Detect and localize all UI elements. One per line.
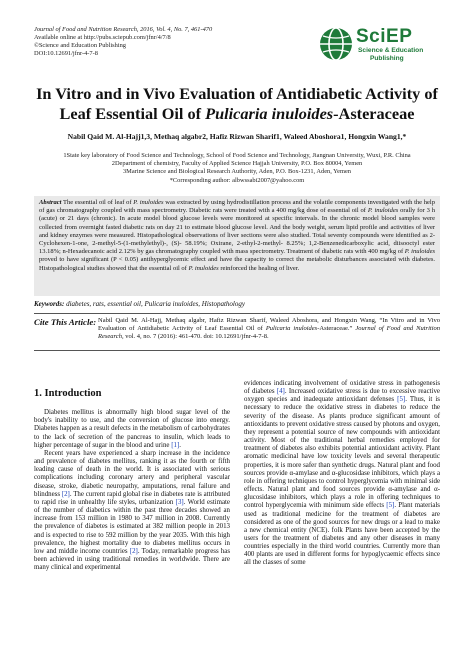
cite-species: Pulicaria inuloides xyxy=(265,325,318,333)
cite-part: -Asteraceae.” xyxy=(317,325,356,333)
body-text: . The current rapid global rise in diabetes rate is attributed to rapid rise in unhealthy life styles, urbanization xyxy=(34,490,230,506)
abstract-label: Abstract xyxy=(39,199,62,206)
citation-link[interactable]: [4] xyxy=(276,388,285,396)
abstract-text: The essential oil of leaf of xyxy=(63,199,134,206)
paper-title xyxy=(20,84,454,124)
body-text: . Plant materials used as traditional medicine for the treatment of diabetes are considered as one of the good sources for new drugs or a lead to make a new chemical entity (NCE). folk Plants have been accepted by the users for the treatment of diabetes and any other diseases in many countries especially in the third world countries. Currently more than 400 plants are used in different forms for hypoglycaemic effects since all the classes of some xyxy=(244,502,440,567)
divider xyxy=(34,313,440,314)
abstract-text: proved to have significant (P < 0.05) antihyperglycemic effect and have the capacity to correct the metabolic disturbances associated with diabetes. Histopathological studies showed that the essential oil of xyxy=(39,256,435,272)
cite-label: Cite This Article: xyxy=(34,317,97,327)
abstract-species: P. inuloides xyxy=(188,264,219,272)
globe-icon xyxy=(318,26,354,62)
abstract-box xyxy=(34,196,440,296)
keywords-text: diabetes, rats, essential oil, Pulicaria inuloides, Histopathology xyxy=(64,300,245,308)
citation-link[interactable]: [5] xyxy=(386,502,395,510)
abstract-species: P. inuloides xyxy=(133,199,164,206)
left-column xyxy=(34,382,230,572)
body-text: Recent years have experienced a sharp increase in the incidence and prevalence of diabetes mellitus, ranking it as the fourth or fifth leading cause of death in the world. It is associated with serious complications including coronary artery and peripheral vascular disease, stroke, diabetic neuropathy, amputations, renal failure and blindness xyxy=(34,449,230,498)
corresponding-author[interactable]: *Corresponding author: albwssabi2007@yahoo.com xyxy=(169,176,305,184)
logo-wordmark: SciEP xyxy=(356,26,413,47)
title-species: Pulicaria inuloides xyxy=(205,104,334,123)
citation-link[interactable]: [2] xyxy=(129,547,138,555)
citation-link[interactable]: [2] xyxy=(61,490,70,498)
body-text: . Thus, it is necessary to reduce the oxidative stress in diabetes to reduce the severity of the disease. As plants produce significant amount of antioxidants to prevent oxidative stress caused by photons and oxygen, they represent a potential source of new compounds with antioxidant activity. Most of the traditional herbal remedies employed for treatment of diabetes also exhibits potential antioxidant activity. Plant aromatic medicinal have low toxicity levels and several therapeutic properties, it is more safer than synthetic drugs. Natural plant and food sources provide α-amylase and α-glucosidase inhibitors, which plays a role in offering techniques to control hyperglycemia with minimal side effects. Natural plant and food sources provide α-amylase and α-glucosidase inhibitors, which plays a role in offering techniques to control hyperglycemia with minimum side effects xyxy=(244,396,440,510)
section-heading-introduction: 1. Introduction xyxy=(34,388,102,399)
body-paragraph xyxy=(34,450,230,572)
abstract-text: reinforced the healing of liver. xyxy=(218,264,300,272)
affiliation-3: 3Marine Science and Biological Research Authority, Aden, P.O. Box-1231, Aden, Yemen xyxy=(122,168,351,176)
right-column xyxy=(244,380,440,568)
divider xyxy=(34,350,440,351)
citation-link[interactable]: [3] xyxy=(175,498,184,506)
availability-line[interactable]: Available online at http://pubs.sciepub.com/jfnr/4/7/8 xyxy=(34,34,171,41)
cite-journal: Journal of Food and Nutrition Research xyxy=(98,325,441,341)
logo-subtitle-2: Publishing xyxy=(370,55,404,62)
publisher-logo xyxy=(318,24,440,66)
abstract-text: orally for 3 h (acute) or 21 days (chronic). In acute model blood glucose levels were monitored at specific intervals. In the chronic model blood samples were collected from overnight fasted diabetic rats on day 21 to estimate blood glucose level. And the body weight, serum lipid profile and activities of liver and kidney enzymes were measured. Histopathological observations of liver sections were also studied. Total seventy compounds were identified as 2-Cyclohexen-1-one, 2-methyl-5-(1-methylethyl)-, (S)- 58.19%; Oxirane, 2-ethyl-2-methyl- 8.25%; 1,2-Benzenedicarboxylic acid, diisooctyl ester 13.18%; n-Hexadecanoic acid 2.12% by gas chromatography coupled with mass spectrometry. Treatment of diabetic rats with 400 mg/kg of xyxy=(39,207,435,256)
citation-link[interactable]: [5] xyxy=(397,396,406,404)
cite-text xyxy=(98,317,440,342)
body-text: . Increased oxidative stress is due to excessive reactive oxygen species and inadequate antioxidant defenses xyxy=(244,388,440,404)
cite-part: Nabil Qaid M. Al-Hajj, Methaq algabr, Hafiz Rizwan Sharif, Waleed Aboshora, and Hongxin Wang, “In Vitro and in Vivo Evaluation of Antidiabetic Activity of Leaf Essential Oil of xyxy=(98,317,440,333)
body-paragraph xyxy=(244,380,440,568)
journal-citation: Journal of Food and Nutrition Research, 2016, Vol. 4, No. 7, 461-470 xyxy=(34,26,213,33)
body-paragraph xyxy=(34,409,230,450)
journal-header xyxy=(34,26,212,58)
copyright-line: ©Science and Education Publishing xyxy=(34,42,126,49)
logo-subtitle-1: Science & Education xyxy=(358,47,424,54)
abstract-species: P. inuloides xyxy=(367,207,399,215)
title-part-2: -Asteraceae xyxy=(333,104,415,123)
body-text: Diabetes mellitus is abnormally high blood sugar level of the body's inability to use, and the conversion of glucose into energy. Diabetes happen as a result defects in the metabolism of carbohydrates to the lack of secretion of the pancreas to insulin, which leads to higher percentage of sugar in the blood and urine xyxy=(34,409,230,449)
affiliations xyxy=(20,152,454,185)
affiliation-1: 1State key laboratory of Food Science and Technology, School of Food Science and Technology, Jiangnan University, Wuxi, P.R. China xyxy=(63,152,411,159)
affiliation-2: 2Department of chemistry, Faculty of Applied Science Hajjah University, P.O. Box 80004, Yemen xyxy=(111,160,363,168)
body-text: evidences indicating involvement of oxidative stress in pathogenesis of diabetes xyxy=(244,380,440,396)
cite-part[interactable]: , vol. 4, no. 7 (2016): 461-470. doi: 10.12691/jfnr-4-7-8. xyxy=(121,333,269,341)
citation-link[interactable]: [1] xyxy=(171,441,180,449)
author-list: Nabil Qaid M. Al-Hajj1,3, Methaq algabr2, Hafiz Rizwan Sharif1, Waleed Aboshora1, Hongxin Wang1,* xyxy=(67,132,407,141)
title-part-1: In Vitro and in Vivo Evaluation of Antidiabetic Activity of Leaf Essential Oil of xyxy=(36,84,438,123)
body-text: . World estimate of the number of diabetics within the past three decades showed an increase from 153 million in 1980 to 347 million in 2008. Currently the prevalence of diabetes is estimated at 382 million people in 2013 and is expected to rise to 592 million by the year 2035. With this high prevalence, the highest mortality due to diabetes mellitus occurs in low and middle income countries xyxy=(34,498,230,555)
keywords-label: Keywords: xyxy=(34,300,65,308)
keywords-line xyxy=(34,300,440,308)
abstract-text: was extracted by using hydrodistillation process and the volatile components investigated with the help of gas chromatography coupled with mass spectrometry. Diabetic rats were treated with a 400 mg/kg dose of essential oil of xyxy=(39,199,435,215)
doi-line[interactable]: DOI:10.12691/jfnr-4-7-8 xyxy=(34,50,98,57)
abstract-species: P. inuloides xyxy=(404,248,436,256)
body-text: . Today, remarkable progress has been achieved in using traditional remedies in worldwide. There are many clinical and experimental xyxy=(34,547,230,572)
body-text: . xyxy=(179,441,181,449)
